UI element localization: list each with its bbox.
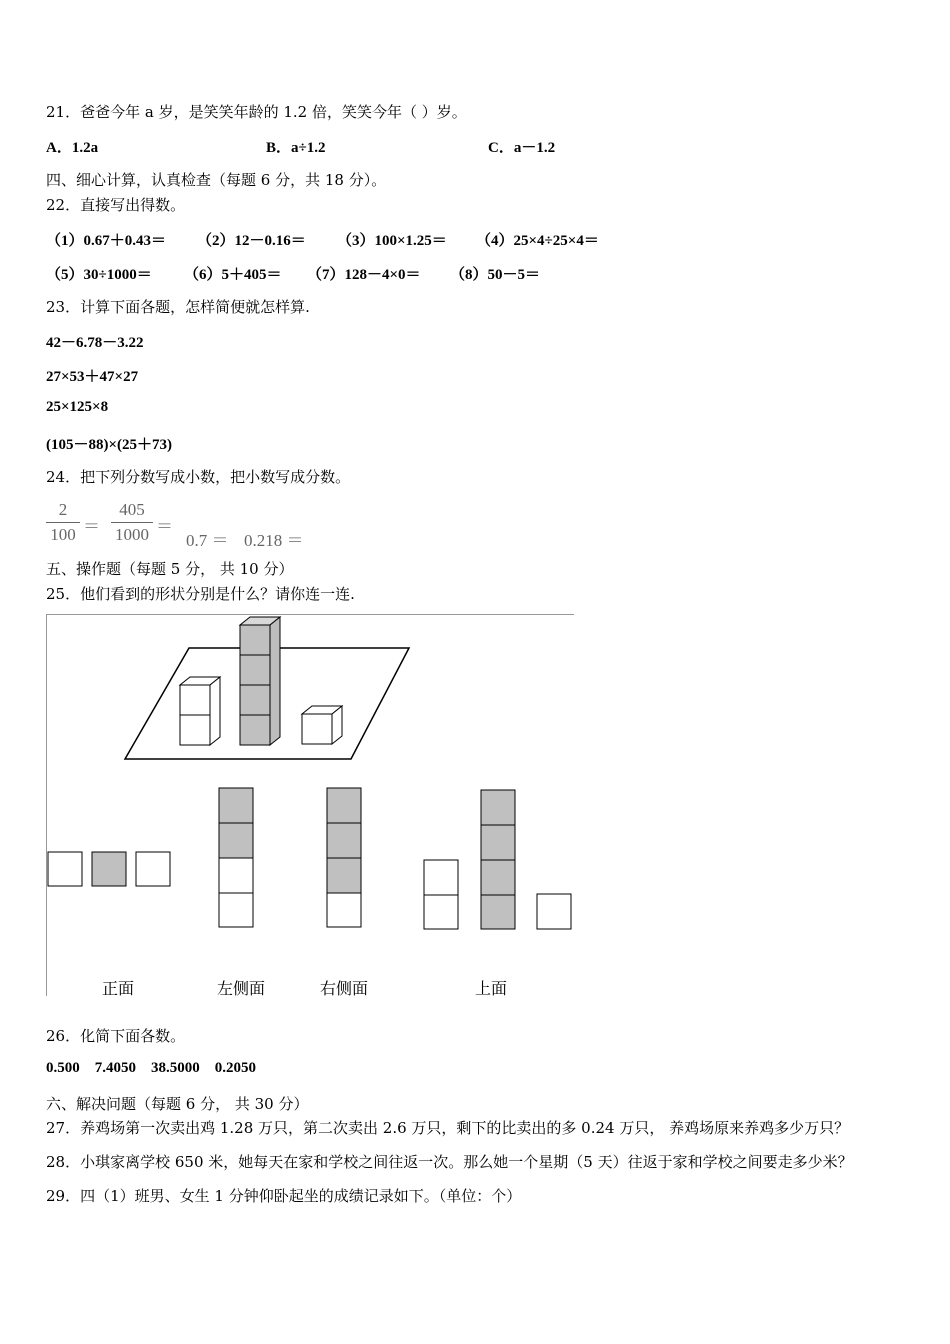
q22-item-6: （6）5＋405＝ <box>184 267 282 283</box>
cube-front <box>302 714 332 744</box>
view-square <box>481 895 515 929</box>
cube-front <box>240 715 270 745</box>
right-cube <box>302 706 342 744</box>
q22-item-3: （3）100×1.25＝ <box>337 233 447 249</box>
q25-figure-svg <box>46 614 574 996</box>
view-square <box>327 788 361 823</box>
q22-item-8: （8）50－5＝ <box>450 267 541 283</box>
q24-equals-2: ＝ <box>156 517 173 536</box>
view-square <box>219 858 253 893</box>
cube-front <box>240 655 270 685</box>
q22-item-2: （2）12－0.16＝ <box>197 233 306 249</box>
q25-stem: 25．他们看到的形状分别是什么？请你连一连. <box>46 585 355 603</box>
view-option-2 <box>219 788 253 927</box>
cube-front <box>180 715 210 745</box>
q24-fraction-1-numerator: 2 <box>58 500 68 519</box>
view-square <box>327 858 361 893</box>
q24-fraction-2 <box>111 500 153 545</box>
label-front: 正面 <box>101 979 135 996</box>
label-right-side: 右侧面 <box>319 979 369 996</box>
view-square <box>481 790 515 825</box>
q26-items: 0.500 7.4050 38.5000 0.2050 <box>46 1060 256 1076</box>
q22-item-5: （5）30÷1000＝ <box>46 267 152 283</box>
q22-item-1: （1）0.67＋0.43＝ <box>46 233 167 249</box>
label-top: 上面 <box>474 979 508 996</box>
q27-text: 27．养鸡场第一次卖出鸡 1.28 万只，第二次卖出 2.6 万只，剩下的比卖出的多 0.24 万只， 养鸡场原来养鸡多少万只？ <box>46 1119 850 1137</box>
section4-title: 四、细心计算，认真检查（每题 6 分，共 18 分）。 <box>46 171 387 189</box>
q22-item-4: （4）25×4÷25×4＝ <box>476 233 599 249</box>
view-square <box>424 860 458 895</box>
view-square <box>327 823 361 858</box>
section5-title: 五、操作题（每题 5 分， 共 10 分） <box>46 560 294 578</box>
q21-option-b: B．a÷1.2 <box>266 140 326 156</box>
q24-fraction-2-denominator: 1000 <box>115 525 149 544</box>
q22-item-7: （7）128－4×0＝ <box>307 267 421 283</box>
q24-decimal-1: 0.7 ＝ <box>186 531 229 550</box>
q29-text: 29．四（1）班男、女生 1 分钟仰卧起坐的成绩记录如下。（单位：个） <box>46 1187 522 1205</box>
q28-text: 28．小琪家离学校 650 米，她每天在家和学校之间往返一次。那么她一个星期（5 天）往返于家和学校之间要走多少米？ <box>46 1153 853 1171</box>
q25-figure <box>46 614 574 996</box>
view-option-4 <box>424 790 571 929</box>
fraction-bar <box>46 522 80 523</box>
q23-stem: 23．计算下面各题，怎样简便就怎样算. <box>46 298 310 316</box>
left-stack <box>180 677 220 745</box>
q21-stem: 21．爸爸今年 a 岁，是笑笑年龄的 1.2 倍，笑笑今年（ ）岁。 <box>46 103 467 121</box>
cube-front <box>240 625 270 655</box>
middle-tower <box>240 617 280 745</box>
q24-fraction-1-denominator: 100 <box>50 525 76 544</box>
view-square <box>424 895 458 929</box>
q24-fraction-1 <box>46 500 80 545</box>
cube-side <box>210 677 220 745</box>
q24-equals-1: ＝ <box>83 517 100 536</box>
view-square <box>48 852 82 886</box>
section6-title: 六、解决问题（每题 6 分， 共 30 分） <box>46 1095 309 1113</box>
q24-decimal-2: 0.218 ＝ <box>244 531 304 550</box>
cube-front <box>180 685 210 715</box>
view-option-1 <box>48 852 170 886</box>
q24-fraction-2-numerator: 405 <box>119 500 145 519</box>
label-left-side: 左侧面 <box>216 979 266 996</box>
view-square <box>219 823 253 858</box>
fraction-bar <box>111 522 153 523</box>
view-square <box>219 893 253 927</box>
cube-front <box>240 685 270 715</box>
q21-option-c: C．a－1.2 <box>488 140 556 156</box>
view-square <box>136 852 170 886</box>
view-square <box>219 788 253 823</box>
q23-item-2: 27×53＋47×27 <box>46 369 139 385</box>
cube-side <box>270 617 280 745</box>
q22-stem: 22．直接写出得数。 <box>46 196 186 214</box>
q24-stem: 24．把下列分数写成小数，把小数写成分数。 <box>46 468 351 486</box>
view-square <box>327 893 361 927</box>
view-square <box>481 825 515 860</box>
q23-item-4: (105－88)×(25＋73) <box>46 437 173 453</box>
q26-stem: 26．化简下面各数。 <box>46 1027 186 1045</box>
view-square <box>92 852 126 886</box>
view-square <box>481 860 515 895</box>
view-square <box>537 894 571 929</box>
view-option-3 <box>327 788 361 927</box>
q23-item-1: 42－6.78－3.22 <box>46 335 144 351</box>
q21-option-a: A．1.2a <box>46 140 99 156</box>
q23-item-3: 25×125×8 <box>46 399 109 415</box>
